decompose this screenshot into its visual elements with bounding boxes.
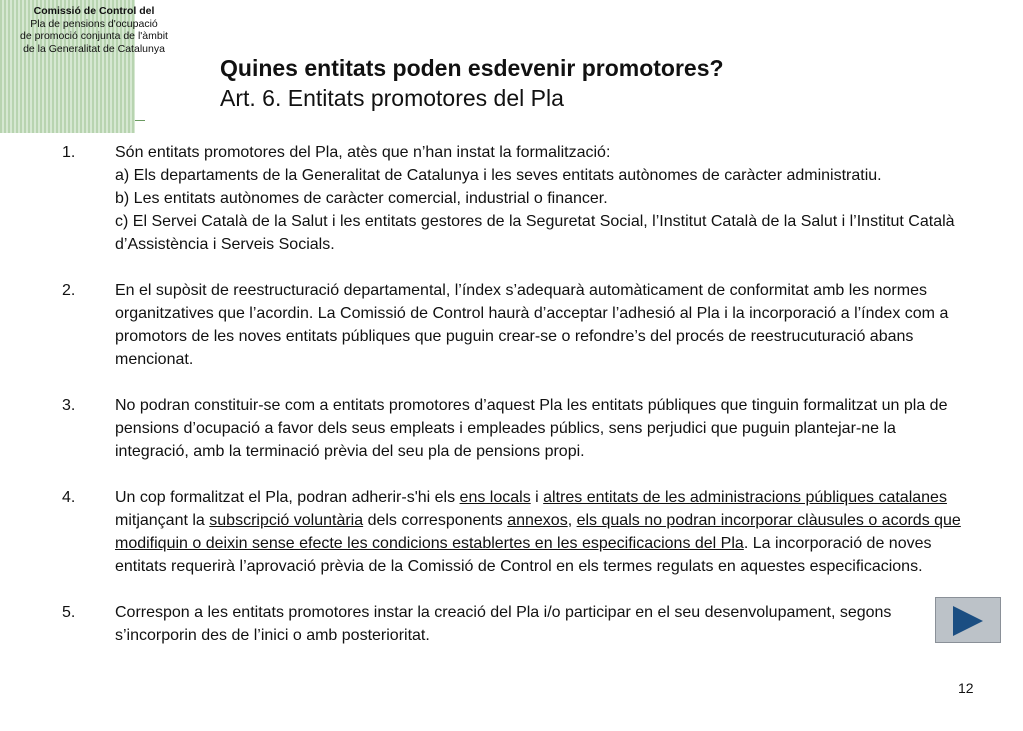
item-text: a) Els departaments de la Generalitat de Catalunya i les seves entitats autònomes de caràcter administratiu.: [115, 167, 882, 184]
corner-divider: [135, 120, 145, 121]
item-body: [115, 141, 962, 256]
text-run: ,: [567, 512, 577, 529]
item-text: [115, 486, 962, 578]
item-body: [115, 601, 962, 647]
item-number: 4.: [62, 489, 76, 506]
item-number: 3.: [62, 397, 76, 414]
item-number: 1.: [62, 144, 76, 161]
text-run: Un cop formalitzat el Pla, podran adherir-s'hi els: [115, 489, 460, 506]
underlined-text: ens locals: [459, 489, 531, 506]
text-run: dels corresponents: [363, 512, 508, 529]
article-content: [62, 141, 962, 670]
list-item: [62, 486, 962, 578]
underlined-text: els quals no podran incorporar clàusules o acords que modifiquin o deixin sense efecte les condicions establertes en les especificacions del Pla: [115, 512, 961, 552]
underlined-text: annexos: [507, 512, 568, 529]
org-line-1: Comissió de Control del: [33, 5, 155, 17]
list-item: [62, 279, 962, 371]
item-text: b) Les entitats autònomes de caràcter comercial, industrial o financer.: [115, 190, 608, 207]
item-number: 5.: [62, 604, 76, 621]
organization-label: [8, 5, 180, 55]
item-body: [115, 279, 962, 371]
org-line-3: de promoció conjunta de l'àmbit: [20, 30, 168, 42]
underlined-text: subscripció voluntària: [209, 512, 364, 529]
next-slide-button[interactable]: [935, 597, 1001, 643]
slide-subtitle: Art. 6. Entitats promotores del Pla: [220, 85, 564, 111]
org-line-4: de la Generalitat de Catalunya: [23, 42, 165, 55]
list-item: [62, 601, 962, 647]
item-body: [115, 394, 962, 463]
text-run: mitjançant la: [115, 512, 210, 529]
item-text: En el supòsit de reestructuració departamental, l’índex s’adequarà automàticament de conformitat amb les normes organitzatives que l’acordin. La Comissió de Control haurà d’acceptar l’adhesió al Pla i la incorporació a l’índex com a promotors de les noves entitats públiques que puguin crear-se o refondre’s del procés de reestrucuturació abans mencionat.: [115, 282, 949, 368]
text-run: i: [530, 489, 544, 506]
item-text: Correspon a les entitats promotores instar la creació del Pla i/o participar en el seu desenvolupament, segons s’incorporin des de l’inici o amb posterioritat.: [115, 604, 892, 644]
item-text: c) El Servei Català de la Salut i les entitats gestores de la Seguretat Social, l’Institut Català de la Salut i l’Institut Català d’Assistència i Serveis Socials.: [115, 213, 955, 253]
text-run: . La incorporació de noves entitats requerirà l’aprovació prèvia de la Comissió de Control en els termes regulats en aquestes especificacions.: [115, 535, 932, 575]
underlined-text: altres entitats de les administracions públiques catalanes: [543, 489, 947, 506]
play-arrow-icon: [953, 606, 983, 636]
item-body: [115, 486, 962, 578]
list-item: [62, 141, 962, 256]
page-number: 12: [958, 680, 974, 696]
item-number: 2.: [62, 282, 76, 299]
org-line-2: Pla de pensions d'ocupació: [30, 17, 158, 30]
item-text: Són entitats promotores del Pla, atès que n’han instat la formalització:: [115, 144, 611, 161]
item-text: No podran constituir-se com a entitats promotores d’aquest Pla les entitats públiques que tinguin formalitzat un pla de pensions d’ocupació a favor dels seus empleats i empleades públics, sens perjudici que puguin plantejar-ne la integració, amb la terminació prèvia del seu pla de pensions propi.: [115, 397, 948, 460]
list-item: [62, 394, 962, 463]
slide-title: Quines entitats poden esdevenir promotores?: [220, 55, 724, 81]
